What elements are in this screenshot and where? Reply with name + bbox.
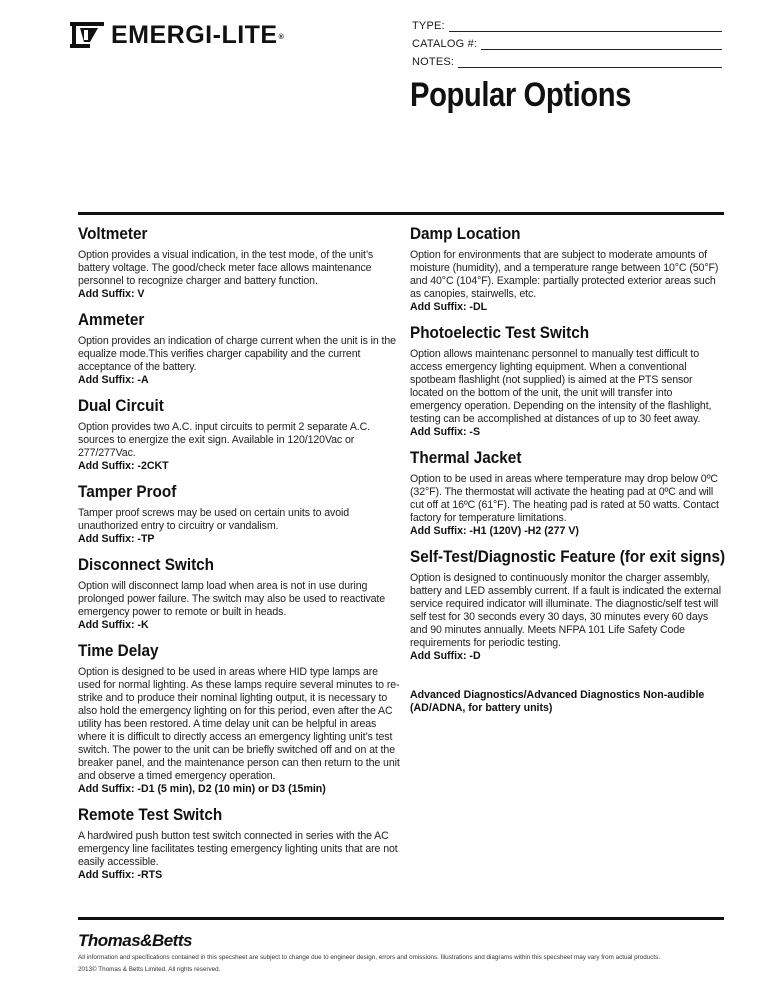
- option-self-test-diagnostic: [410, 547, 724, 663]
- right-column: [410, 224, 724, 715]
- spec-fields: [412, 14, 722, 68]
- footer-copyright: 2013© Thomas & Betts Limited. All rights reserved.: [78, 966, 221, 973]
- option-suffix: Add Suffix: -S: [410, 426, 481, 438]
- thomas-betts-logo: Thomas&Betts: [78, 931, 192, 950]
- option-disconnect-switch: [78, 555, 400, 632]
- catalog-field-line[interactable]: [481, 37, 722, 50]
- type-field[interactable]: [412, 14, 722, 32]
- option-voltmeter: [78, 224, 400, 301]
- registered-mark: ®: [278, 34, 285, 41]
- option-title: Ammeter: [78, 310, 145, 329]
- option-suffix: Add Suffix: -K: [78, 619, 149, 631]
- footer-disclaimer: All information and specifications contained in this specsheet are subject to change due to engineer design, errors and omissions. Illustrations and diagrams within this specsheet may vary from actual products.: [78, 954, 661, 961]
- option-suffix: Add Suffix: -DL: [410, 301, 488, 313]
- bottom-divider: [78, 917, 724, 920]
- option-description: Option allows maintenanc personnel to manually test difficult to access emergency lighting equipment. When a conventional spotbeam flashlight (not supplied) is aimed at the PTS sensor located on the bottom of the unit, the unit will transfer into emergency operation. Depending on the intensity of the flashlight, testing can be accomplished at distances of up to 30 feet away.: [410, 348, 712, 425]
- option-description: Option for environments that are subject to moderate amounts of moisture (humidity), and a temperature range between 10°C (50°F) and 40°C (104°F). Example: partially protected exterior areas such as canopies, stairwells, etc.: [410, 249, 719, 300]
- option-suffix: Add Suffix: -D: [410, 650, 481, 662]
- catalog-field-label: CATALOG #:: [412, 38, 478, 50]
- option-suffix: Add Suffix: -2CKT: [78, 460, 169, 472]
- left-column: [78, 224, 400, 891]
- option-dual-circuit: [78, 396, 400, 473]
- top-divider: [78, 212, 724, 215]
- option-ammeter: [78, 310, 400, 387]
- option-photoelectric-test-switch: [410, 323, 724, 439]
- option-title: Voltmeter: [78, 224, 148, 243]
- option-suffix: Add Suffix: -A: [78, 374, 149, 386]
- type-field-line[interactable]: [449, 19, 722, 32]
- option-title: Remote Test Switch: [78, 805, 223, 824]
- emergi-lite-mark-icon: [70, 20, 104, 50]
- option-title: Photoelectic Test Switch: [410, 323, 590, 342]
- advanced-diagnostics-note: Advanced Diagnostics/Advanced Diagnostics Non-audible (AD/ADNA, for battery units): [410, 689, 705, 714]
- option-description: Option provides two A.C. input circuits to permit 2 separate A.C. sources to energize the exit sign. Available in 120/120Vac or 277/277Vac.: [78, 421, 371, 459]
- option-title: Damp Location: [410, 224, 521, 243]
- option-title: Thermal Jacket: [410, 448, 522, 467]
- option-title: Disconnect Switch: [78, 555, 215, 574]
- option-title: Self-Test/Diagnostic Feature (for exit signs): [410, 547, 726, 566]
- option-suffix: Add Suffix: -D1 (5 min), D2 (10 min) or D3 (15min): [78, 783, 326, 795]
- option-time-delay: [78, 641, 400, 796]
- option-description: Option is designed to be used in areas where HID type lamps are used for normal lighting. As these lamps require several minutes to re-strike and to produce their nominal lighting output, it is necessary to also hold the emergency lighting on for this period, even after the AC utility has been restored. A time delay unit can be helpful in areas where it is difficult to directly access an emergency lighting unit’s test switch. The power to the unit can be briefly switched off and on at the breaker panel, and the maintenance person can then return to the unit and observe a timed emergency operation.: [78, 666, 400, 782]
- option-suffix: Add Suffix: -TP: [78, 533, 155, 545]
- option-description: Option is designed to continuously monitor the charger assembly, battery and LED assembly current. If a fault is indicated the external service required indicator will illuminate. The diagnostic/self test will self test for 30 seconds every 30 days, 30 minutes every 60 days and 90 minutes annually. Meets NFPA 101 Life Safety Code requirements for periodic testing.: [410, 572, 721, 649]
- option-thermal-jacket: [410, 448, 724, 538]
- option-title: Tamper Proof: [78, 482, 177, 501]
- option-title: Time Delay: [78, 641, 159, 660]
- option-description: Tamper proof screws may be used on certain units to avoid unauthorized entry to circuitry or vandalism.: [78, 507, 350, 532]
- brand-name: EMERGI-LITE®: [111, 21, 285, 49]
- option-title: Dual Circuit: [78, 396, 164, 415]
- option-description: Option provides a visual indication, in the test mode, of the unit’s battery voltage. The good/check meter face allows maintenance personnel to recognize charger and battery function.: [78, 249, 374, 287]
- catalog-field[interactable]: [412, 32, 722, 50]
- option-suffix: Add Suffix: -H1 (120V) -H2 (277 V): [410, 525, 579, 537]
- type-field-label: TYPE:: [412, 20, 445, 32]
- option-tamper-proof: [78, 482, 400, 546]
- option-remote-test-switch: [78, 805, 400, 882]
- notes-field[interactable]: [412, 50, 722, 68]
- notes-field-line[interactable]: [458, 55, 722, 68]
- option-description: Option provides an indication of charge current when the unit is in the equalize mode.This verifies charger capability and the current acceptance of the battery.: [78, 335, 396, 373]
- option-description: A hardwired push button test switch connected in series with the AC emergency line facilitates testing emergency lighting units that are not easily accessible.: [78, 830, 398, 868]
- option-suffix: Add Suffix: V: [78, 288, 145, 300]
- option-damp-location: [410, 224, 724, 314]
- option-description: Option will disconnect lamp load when area is not in use during prolonged power failure. The switch may also be used to reactivate emergency power to remote or built in heads.: [78, 580, 386, 618]
- option-suffix: Add Suffix: -RTS: [78, 869, 163, 881]
- brand-logo: [70, 20, 284, 50]
- page-title: Popular Options: [410, 76, 631, 114]
- option-description: Option to be used in areas where temperature may drop below 0ºC (32°F). The thermostat will activate the heating pad at 0ºC and will cut off at 16ºC (61°F). The heating pad is rated at 50 watts. Contact factory for temperature limitations.: [410, 473, 719, 524]
- notes-field-label: NOTES:: [412, 56, 455, 68]
